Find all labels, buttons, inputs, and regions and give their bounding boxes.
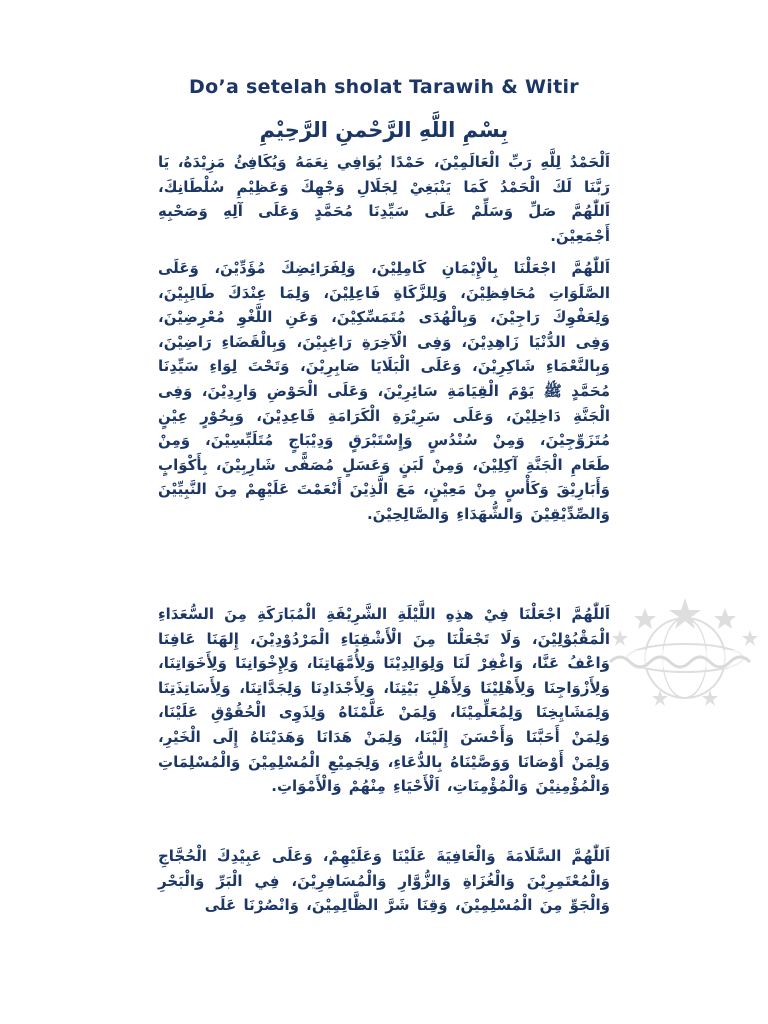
logo-watermark bbox=[590, 590, 768, 720]
paragraph-lailah: اَللّٰهُمَّ اجْعَلْنَا فِيْ هذِهِ اللَّيْلَةِ الشَّرِيْفَةِ الْمُبَارَكَةِ مِنَ السُّعَدَاءِ الْمَقْبُوْلِيْنَ، وَلَا تَجْعَلْنَا مِنَ الْأَشْقِيَاءِ الْمَرْدُوْدِيْنَ، إِلهَنَا عَافِنَا وَاعْفُ عَنَّا، وَاغْفِرْ لَنَا وَلِوَالِدِيْنَا وَلِأُمَّهَاتِنَا، وَلِإِخْوَانِنَا وَلِأَخَوَاتِنَا، وَلِأَزْوَاجِنَا وَلِأَهْلِيْنَا وَلِأَهْلِ بَيْتِنَا، وَلِأَجْدَادِنَا وَلِجَدَّاتِنَا، وَلِأَسَاتِذَتِنَا وَلِمَشَايِخِنَا وَلِمُعَلِّمِيْنَا، وَلِمَنْ عَلَّمْنَاهُ وَلِذَوِى الْحُقُوْقِ عَلَيْنَا، وَلِمَنْ أَحَبَّنَا وَأَحْسَنَ إِلَيْنَا، وَلِمَنْ هَدَانَا وَهَدَيْنَاهُ إِلَى الْخَيْرِ، وَلِمَنْ أَوْصَانَا وَوَصَّيْنَاهُ بِالدُّعَاءِ، وَلِجَمِيْعِ الْمُسْلِمِيْنَ وَالْمُسْلِمَاتِ وَالْمُؤْمِنِيْنَ وَالْمُؤْمِنَاتِ، اَلْأَحْيَاءِ مِنْهُمْ وَالْأَمْوَاتِ. bbox=[158, 605, 610, 796]
paragraph-iman: اَللّٰهُمَّ اجْعَلْنَا بِالْإِيْمَانِ كَامِلِيْنَ، وَلِفَرَائِضِكَ مُؤَدِّيْنَ، وَعَلَى الصَّلَوَاتِ مُحَافِظِيْنَ، وَلِلزَّكَاةِ فَاعِلِيْنَ، وَلِمَا عِنْدَكَ طَالِبِيْنَ، وَلِعَفْوِكَ رَاجِيْنَ، وَبِالْهُدَى مُتَمَسِّكِيْنَ، وَعَنِ اللَّغْوِ مُعْرِضِيْنَ، وَفِى الدُّنْيَا زَاهِدِيْنَ، وَفِى الْآخِرَةِ رَاغِبِيْنَ، وَبِالْقَضَاءِ رَاضِيْنَ، وَبِالنَّعْمَاءِ شَاكِرِيْنَ، وَعَلَى الْبَلَايَا صَابِرِيْنَ، وَتَحْتَ لِوَاءِ سَيِّدِنَا مُحَمَّدٍ ﷺ يَوْمَ الْقِيَامَةِ سَائِرِيْنَ، وَعَلَى الْحَوْضِ وَارِدِيْنَ، وَفِى الْجَنَّةِ دَاخِلِيْنَ، وَعَلَى سَرِيْرَةِ الْكَرَامَةِ قَاعِدِيْنَ، وَبِحُوْرٍ عِيْنٍ مُتَزَوِّجِيْنَ، وَمِنْ سُنْدُسٍ وَإِسْتَبْرَقٍ وَدِيْبَاجٍ مُتَلَبِّسِيْنَ، وَمِنْ طَعَامِ الْجَنَّةِ آكِلِيْنَ، وَمِنْ لَبَنٍ وَعَسَلٍ مُصَفًّى شَارِبِيْنَ، بِأَكْوَابٍ وَأَبَارِيْقَ وَكَأْسٍ مِنْ مَعِيْنٍ، مَعَ الَّذِيْنَ أَنْعَمْتَ عَلَيْهِمْ مِنَ النَّبِيِّيْنَ وَالصِّدِّيْقِيْنَ وَالشُّهَدَاءِ وَالصَّالِحِيْنَ. bbox=[158, 259, 610, 523]
basmalah: بِسْمِ اللَّهِ الرَّحْمنِ الرَّحِيْمِ bbox=[259, 118, 509, 142]
paragraph-salamah: اَللّٰهُمَّ السَّلَامَةَ وَالْعَافِيَةَ عَلَيْنَا وَعَلَيْهِمْ، وَعَلَى عَبِيْدِكَ الْحُجَّاجِ وَالْمُعْتَمِرِيْنَ وَالْغُزَاةِ وَالزُّوَّارِ وَالْمُسَافِرِيْنَ، فِي الْبَرِّ وَالْبَحْرِ وَالْجَوِّ مِنَ الْمُسْلِمِيْنَ، وَقِنَا شَرَّ الظَّالِمِيْنَ، وَانْصُرْنَا عَلَى bbox=[158, 847, 610, 915]
paragraph-hamdalah: اَلْحَمْدُ لِلَّهِ رَبِّ الْعَالَمِيْنَ، حَمْدًا يُوَافِي نِعَمَهُ وَيُكَافِئُ مَزِيْدَهُ، يَا رَبَّنَا لَكَ الْحَمْدُ كَمَا يَنْبَغِيْ لِجَلَالِ وَجْهِكَ وَعَظِيْمِ سُلْطَانِكَ، اَللّٰهُمَّ صَلِّ وَسَلِّمْ عَلَى سَيِّدِنَا مُحَمَّدٍ وَعَلَى آلِهِ وَصَحْبِهِ أَجْمَعِيْنَ. bbox=[158, 153, 610, 245]
document-title: Do’a setelah sholat Tarawih & Witir bbox=[189, 76, 579, 98]
